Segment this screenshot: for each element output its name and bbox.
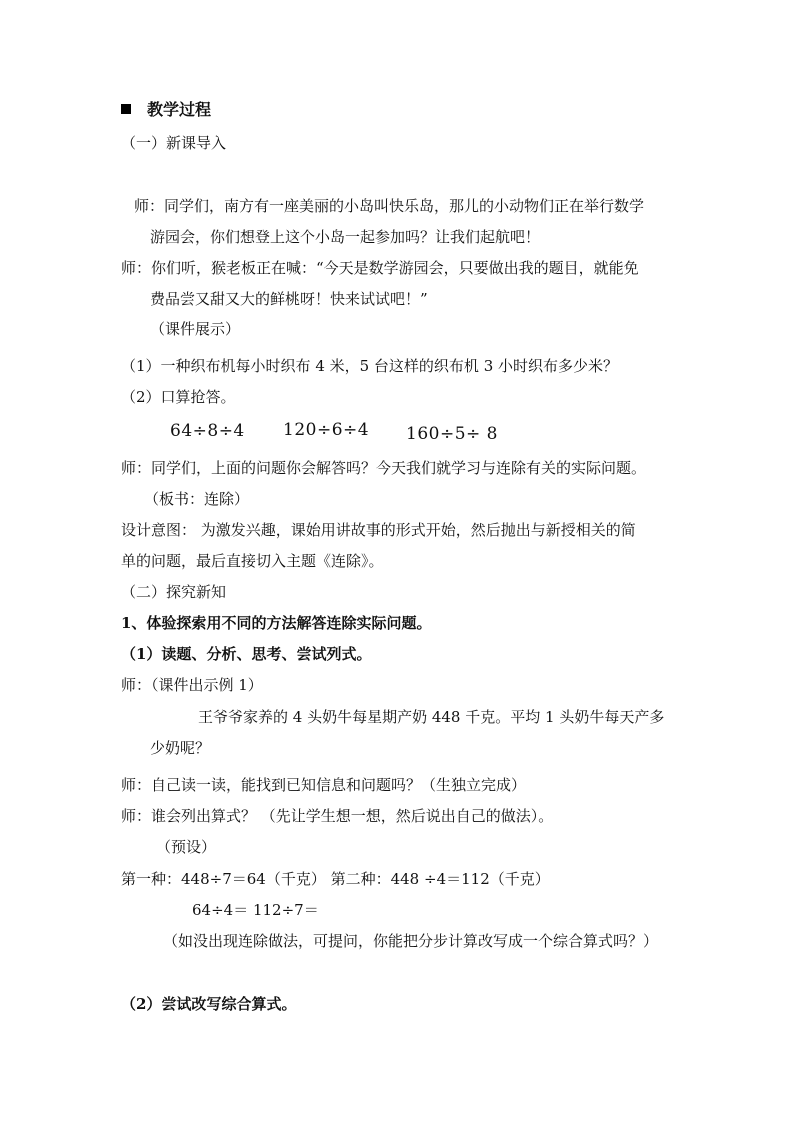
courseware-note: （课件展示） <box>150 320 241 338</box>
design-intent-line-2: 单的问题，最后直接切入主题《连除》。 <box>121 552 384 570</box>
oral-calc-3: 160÷5÷ 8 <box>406 424 498 444</box>
methods-line-3: （如没出现连除做法，可提问，你能把分步计算改写成一个综合算式吗？） <box>163 932 659 950</box>
intro-line-4: 费品尝又甜又大的鲜桃呀！快来试试吧！” <box>150 290 428 308</box>
example-intro: 师：（课件出示例 1） <box>121 676 263 694</box>
subheading-1-2: （2）尝试改写综合算式。 <box>121 995 297 1013</box>
section-heading-text: 教学过程 <box>147 100 212 119</box>
intro-line-1: 师：同学们，南方有一座美丽的小岛叫快乐岛，那儿的小动物们正在举行数学 <box>134 197 645 215</box>
board-note: （板书：连除） <box>144 490 250 508</box>
design-intent-line-1: 设计意图： 为激发兴趣，课始用讲故事的形式开始，然后抛出与新授相关的简 <box>121 521 636 539</box>
preset-note: （预设） <box>156 838 217 856</box>
subheading-1: 1、体验探索用不同的方法解答连除实际问题。 <box>121 614 432 632</box>
part2-heading: （二）探究新知 <box>121 583 227 601</box>
prompt-line-1: 师：自己读一读，能找到已知信息和问题吗？（生独立完成） <box>121 776 527 794</box>
question-2: （2）口算抢答。 <box>121 388 236 406</box>
oral-calc-1: 64÷8÷4 <box>170 421 245 441</box>
part1-heading: （一）新课导入 <box>121 134 227 152</box>
methods-line-1: 第一种：448÷7＝64（千克） 第二种：448 ÷4＝112（千克） <box>121 870 550 888</box>
prompt-line-2: 师：谁会列出算式？ （先让学生想一想，然后说出自己的做法）。 <box>121 807 554 825</box>
example-problem-line-2: 少奶呢？ <box>150 739 211 757</box>
methods-line-2: 64÷4＝ 112÷7＝ <box>192 901 319 919</box>
subheading-1-1: （1）读题、分析、思考、尝试列式。 <box>121 645 372 663</box>
intro-line-3: 师：你们听，猴老板正在喊：“今天是数学游园会，只要做出我的题目，就能免 <box>121 259 639 277</box>
question-1: （1）一种织布机每小时织布 4 米，5 台这样的织布机 3 小时织布多少米？ <box>121 357 619 375</box>
intro-line-2: 游园会，你们想登上这个小岛一起参加吗？让我们起航吧！ <box>150 228 541 246</box>
transition-line-1: 师：同学们，上面的问题你会解答吗？今天我们就学习与连除有关的实际问题。 <box>121 459 647 477</box>
oral-calc-2: 120÷6÷4 <box>283 420 370 440</box>
black-square-icon <box>121 104 131 114</box>
section-heading <box>121 100 211 120</box>
example-problem-line-1: 王爷爷家养的 4 头奶牛每星期产奶 448 千克。平均 1 头奶牛每天产多 <box>198 708 665 726</box>
